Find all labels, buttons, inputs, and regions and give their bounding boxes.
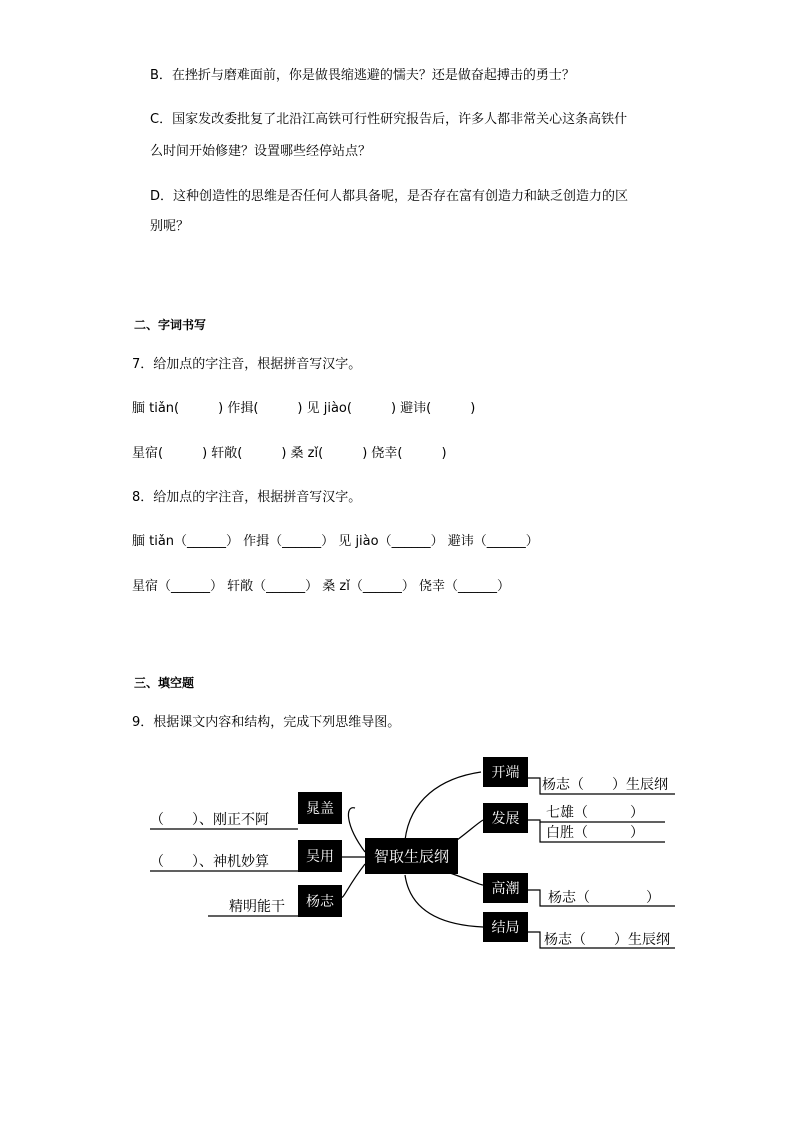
- option-d-line1: D．这种创造性的思维是否任何人都具备呢，是否存在富有创造力和缺乏创造力的区: [150, 189, 629, 204]
- mindmap-right-text-2-1: 七雄（ ）: [546, 805, 644, 821]
- mindmap-right-box-3: [483, 873, 528, 903]
- mindmap-left-text-3: 精明能干: [229, 899, 285, 915]
- q8-prompt: 8．给加点的字注音，根据拼音写汉字。: [132, 490, 362, 505]
- mindmap-right-box-4: [483, 912, 528, 942]
- mindmap-right-box-3-label: 高潮: [491, 881, 520, 898]
- q7-row2: 星宿( ) 轩敞( ) 桑 zǐ( ) 侥幸( ): [132, 446, 447, 461]
- mindmap-right-text-3-1: 杨志（ ）: [548, 890, 660, 906]
- q8-row2: 星宿（______） 轩敞（______） 桑 zǐ（______） 侥幸（______）: [132, 579, 510, 594]
- mindmap-left-box-3: [298, 885, 342, 917]
- mindmap-left-text-2: （ ）、神机妙算: [150, 854, 269, 870]
- mindmap-center-label: 智取生辰纲: [373, 847, 450, 866]
- q7-prompt: 7．给加点的字注音，根据拼音写汉字。: [132, 357, 362, 372]
- mindmap-right-box-4-label: 结局: [491, 920, 520, 937]
- mindmap-left-box-2-label: 吴用: [306, 849, 334, 866]
- mindmap-left-text-1: （ ）、刚正不阿: [150, 812, 269, 828]
- mindmap-right-text-1-1: 杨志（ ）生辰纲: [542, 777, 668, 793]
- section3-heading: 三、填空题: [134, 676, 195, 690]
- option-b: B．在挫折与磨难面前，你是做畏缩逃避的懦夫？还是做奋起搏击的勇士？: [150, 68, 575, 83]
- mindmap-right-text-4-1: 杨志（ ）生辰纲: [544, 932, 670, 948]
- mindmap-right-text-2-2: 白胜（ ）: [546, 825, 644, 841]
- option-c-line2: 么时间开始修建？设置哪些经停站点？: [150, 144, 372, 159]
- mindmap-left-box-1-label: 晁盖: [306, 801, 334, 818]
- mindmap-right-box-2-label: 发展: [491, 811, 520, 828]
- section2-heading: 二、字词书写: [134, 318, 207, 332]
- mindmap-left-box-3-label: 杨志: [306, 894, 334, 911]
- option-d-line2: 别呢？: [150, 219, 190, 234]
- q7-row1: 腼 tiǎn( ) 作揖( ) 见 jiào( ) 避讳( ): [132, 401, 476, 416]
- mindmap-left-box-1: [298, 792, 342, 824]
- q8-row1: 腼 tiǎn（______） 作揖（______） 见 jiào（______） 避讳（______）: [132, 534, 539, 549]
- mind-map: [0, 740, 794, 960]
- q9-prompt: 9．根据课文内容和结构，完成下列思维导图。: [132, 715, 401, 730]
- option-c-line1: C．国家发改委批复了北沿江高铁可行性研究报告后，许多人都非常关心这条高铁什: [150, 112, 628, 127]
- mindmap-center: [365, 838, 458, 874]
- mindmap-left-box-2: [298, 840, 342, 872]
- mindmap-right-box-2: [483, 803, 528, 833]
- mindmap-right-box-1-label: 开端: [491, 765, 520, 782]
- mindmap-right-box-1: [483, 757, 528, 787]
